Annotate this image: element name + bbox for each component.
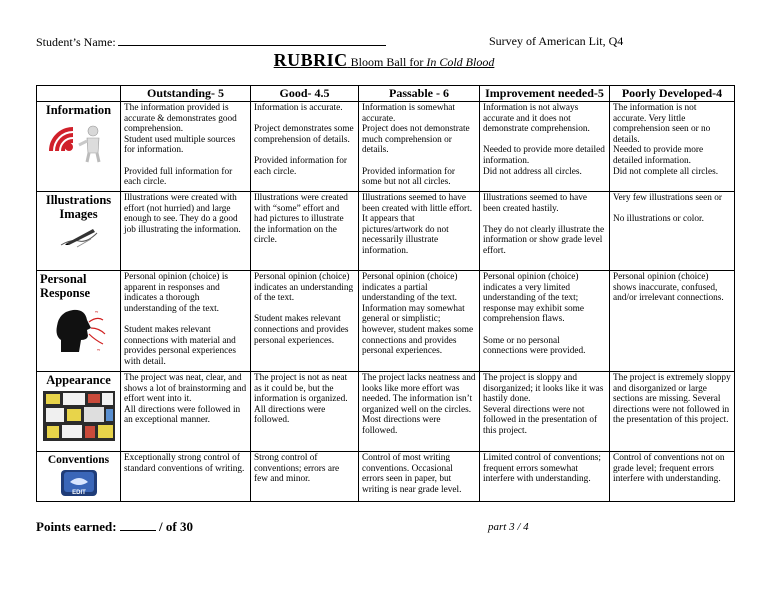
row-appearance	[37, 372, 735, 452]
category-conventions: Conventions EDIT	[37, 452, 121, 502]
svg-text:~: ~	[94, 310, 98, 316]
book-title: In Cold Blood	[426, 55, 495, 69]
category-information: Information	[37, 102, 121, 192]
cell-conventions-good: Strong control of conventions; errors are few and minor.	[251, 452, 359, 502]
edit-key-label: EDIT	[71, 490, 86, 496]
page-title	[0, 50, 768, 71]
cell-conventions-outstanding: Exceptionally strong control of standard conventions of writing.	[121, 452, 251, 502]
header-poorly-developed: Poorly Developed-4	[610, 86, 735, 102]
cell-conventions-poor: Control of conventions not on grade level; frequent errors interfere with understanding.	[610, 452, 735, 502]
points-earned	[36, 519, 193, 535]
cell-illustrations-poor: Very few illustrations seen or No illustrations or color.	[610, 192, 735, 271]
row-personal-response	[37, 271, 735, 372]
header-row	[37, 86, 735, 102]
category-illustrations: Illustrations Images	[37, 192, 121, 271]
category-appearance: Appearance	[37, 372, 121, 452]
cell-illustrations-outstanding: Illustrations were created with effort (not hurried) and large enough to see. They do a good job illustrating the information.	[121, 192, 251, 271]
cell-personal-good: Personal opinion (choice) indicates an understanding of the text. Student makes relevant connections and provides personal experiences.	[251, 271, 359, 372]
cell-illustrations-improvement: Illustrations seemed to have been created hastily. They do not clearly illustrate the information or show grade level effort.	[480, 192, 610, 271]
row-conventions	[37, 452, 735, 502]
rubric-title: RUBRIC	[273, 50, 348, 70]
header-outstanding: Outstanding- 5	[121, 86, 251, 102]
cell-conventions-improvement: Limited control of conventions; frequent errors somewhat interfere with understanding.	[480, 452, 610, 502]
cell-information-outstanding: The information provided is accurate & demonstrates good comprehension. Student used multiple sources for information. Provided full information for each circle.	[121, 102, 251, 192]
cell-personal-outstanding: Personal opinion (choice) is apparent in responses and indicates a thorough understanding of the text. Student makes relevant connections with material and provides personal experiences with detail.	[121, 271, 251, 372]
edit-key-icon	[60, 469, 98, 497]
category-personal-response: Personal Response ~ ~	[37, 271, 121, 372]
pen-drawing-icon	[57, 225, 101, 249]
rubric-subtitle: Bloom Ball for In Cold Blood	[347, 55, 495, 69]
cell-illustrations-good: Illustrations were created with “some” effort and had pictures to illustrate the information on the circle.	[251, 192, 359, 271]
student-name-field	[36, 34, 386, 50]
cell-appearance-outstanding: The project was neat, clear, and shows a lot of brainstorming and effort went into it. All directions were followed in an exceptional manner.	[121, 372, 251, 452]
cell-personal-passable: Personal opinion (choice) indicates a partial understanding of the text. Information may somewhat general or simplistic; however, student makes some connections and provides personal experiences.	[359, 271, 480, 372]
cell-appearance-improvement: The project is sloppy and disorganized; it looks like it was hastily done. Several directions were not followed in the presentation of this project.	[480, 372, 610, 452]
points-blank	[120, 519, 156, 531]
cell-conventions-passable: Control of most writing conventions. Occasional errors seen in paper, but writing is near grade level.	[359, 452, 480, 502]
cell-information-improvement: Information is not always accurate and it does not demonstrate comprehension. Needed to provide more detailed information. Did not address all circles.	[480, 102, 610, 192]
row-information	[37, 102, 735, 192]
rubric-table	[36, 85, 735, 502]
header-passable: Passable - 6	[359, 86, 480, 102]
points-label: Points earned:	[36, 519, 117, 534]
signal-person-icon	[49, 121, 109, 163]
bulletin-board-icon	[43, 391, 115, 441]
part-indicator: part 3 / 4	[488, 521, 529, 533]
cell-information-poor: The information is not accurate. Very little comprehension seen or no details. Needed to provide more detailed information. Did not complete all circles.	[610, 102, 735, 192]
header-corner	[37, 86, 121, 102]
cell-information-passable: Information is somewhat accurate. Project does not demonstrate much comprehension or details. Provided information for some but not all circles.	[359, 102, 480, 192]
row-illustrations	[37, 192, 735, 271]
cell-appearance-poor: The project is extremely sloppy and disorganized or large sections are missing. Several directions were not followed in the presentation of this project.	[610, 372, 735, 452]
cell-personal-improvement: Personal opinion (choice) indicates a very limited understanding of the text; response may exhibit some comprehension flaws. Some or no personal connections were provided.	[480, 271, 610, 372]
student-name-label: Student’s Name:	[36, 35, 116, 49]
course-title: Survey of American Lit, Q4	[489, 34, 624, 48]
header-good: Good- 4.5	[251, 86, 359, 102]
student-name-blank	[118, 34, 386, 46]
svg-text:~: ~	[96, 348, 100, 354]
cell-appearance-passable: The project lacks neatness and looks like more effort was needed. The information isn’t organized well on the circles. Most directions were followed.	[359, 372, 480, 452]
cell-illustrations-passable: Illustrations seemed to have been created with little effort. It appears that pictures/artwork do not necessarily illustrate information.	[359, 192, 480, 271]
head-speaking-icon	[51, 304, 107, 354]
cell-personal-poor: Personal opinion (choice) shows inaccurate, confused, and/or irrelevant connections.	[610, 271, 735, 372]
points-total: / of 30	[155, 519, 193, 534]
cell-appearance-good: The project is not as neat as it could be, but the information is organized. All directions were followed.	[251, 372, 359, 452]
header-improvement-needed: Improvement needed-5	[480, 86, 610, 102]
cell-information-good: Information is accurate. Project demonstrates some comprehension of details. Provided information for each circle.	[251, 102, 359, 192]
